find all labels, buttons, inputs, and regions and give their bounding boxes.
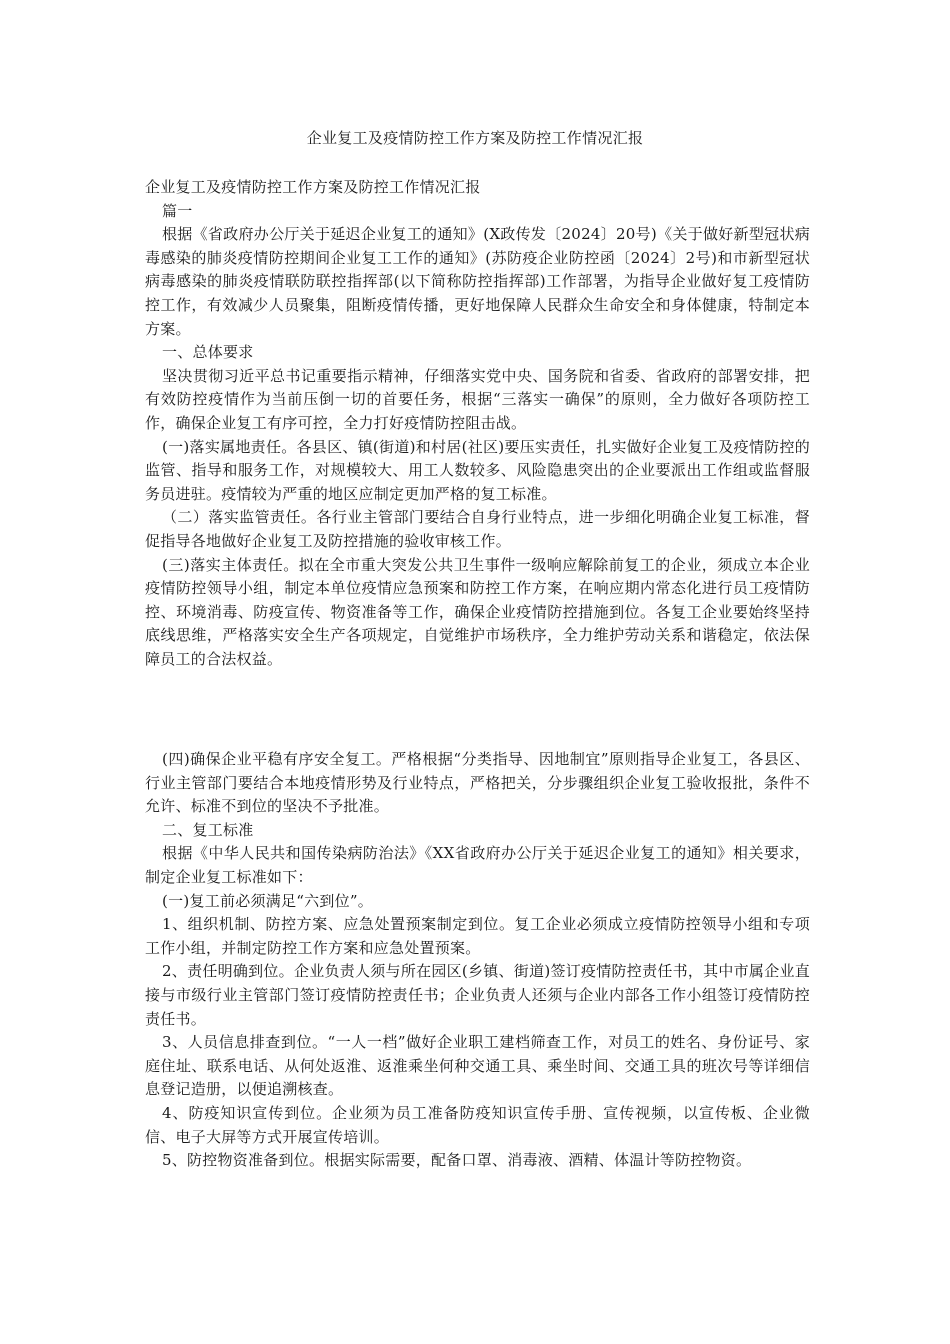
body-section-2 xyxy=(145,748,810,1173)
list-item-1: 1、组织机制、防控方案、应急处置预案制定到位。复工企业必须成立疫情防控领导小组和专项工作小组，并制定防控工作方案和应急处置预案。 xyxy=(145,915,810,957)
heading-general-requirements: 一、总体要求 xyxy=(162,343,254,362)
heading-resumption-standards: 二、复工标准 xyxy=(162,820,254,839)
paragraph-standards-basis: 根据《中华人民共和国传染病防治法》《XX省政府办公厅关于延迟企业复工的通知》相关要求，制定企业复工标准如下： xyxy=(145,844,810,886)
list-item-5: 5、防控物资准备到位。根据实际需要，配备口罩、消毒液、酒精、体温计等防控物资。 xyxy=(162,1151,752,1170)
list-item-4: 4、防疫知识宣传到位。企业须为员工准备防疫知识宣传手册、宣传视频，以宣传板、企业微信、电子大屏等方式开展宣传培训。 xyxy=(145,1103,810,1146)
document-title: 企业复工及疫情防控工作方案及防控工作情况汇报 xyxy=(306,129,644,147)
paragraph-orderly-resumption: (四)确保企业平稳有序安全复工。严格根据“分类指导、因地制宜”原则指导企业复工，各县区、行业主管部门要结合本地疫情形势及行业特点，严格把关，分步骤组织企业复工验收报批，条件不允许、标准不到位的坚决不予批准。 xyxy=(145,750,810,816)
list-item-2: 2、责任明确到位。企业负责人须与所在园区(乡镇、街道)签订疫情防控责任书，其中市属企业直接与市级行业主管部门签订疫情防控责任书；企业负责人还须与企业内部各工作小组签订疫情防控责任书。 xyxy=(145,962,810,1028)
paragraph-territorial-responsibility: (一)落实属地责任。各县区、镇(街道)和村居(社区)要压实责任，扎实做好企业复工及疫情防控的监管、指导和服务工作，对规模较大、用工人数较多、风险隐患突出的企业要派出工作组或监督服务员进驻。疫情较为严重的地区应制定更加严格的复工标准。 xyxy=(145,437,810,503)
paragraph-main-responsibility: (三)落实主体责任。拟在全市重大突发公共卫生事件一级响应解除前复工的企业，须成立本企业疫情防控领导小组，制定本单位疫情应急预案和防控工作方案，在响应期内常态化进行员工疫情防控、环境消毒、防疫宣传、物资准备等工作，确保企业疫情防控措施到位。各复工企业要始终坚持底线思维，严格落实安全生产各项规定，自觉维护市场秩序，全力维护劳动关系和谐稳定，依法保障员工的合法权益。 xyxy=(145,555,810,668)
list-item-3: 3、人员信息排查到位。“一人一档”做好企业职工建档筛查工作，对员工的姓名、身份证号、家庭住址、联系电话、从何处返淮、返淮乘坐何种交通工具、乘坐时间、交通工具的班次号等详细信息登记造册，以便追溯核查。 xyxy=(145,1033,810,1099)
paragraph-intro: 根据《省政府办公厅关于延迟企业复工的通知》(X政传发〔2024〕20号)《关于做好新型冠状病毒感染的肺炎疫情防控期间企业复工工作的通知》(苏防疫企业防控函〔2024〕2号)和市新型冠状病毒感染的肺炎疫情联防联控指挥部(以下简称防控指挥部)工作部署，为指导企业做好复工疫情防控工作，有效减少人员聚集，阻断疫情传播，更好地保障人民群众生命安全和身体健康，特制定本方案。 xyxy=(145,225,810,338)
paragraph-general-requirements: 坚决贯彻习近平总书记重要指示精神，仔细落实党中央、国务院和省委、省政府的部署安排，把有效防控疫情作为当前压倒一切的首要任务，根据“三落实一确保”的原则，全力做好各项防控工作，确保企业复工有序可控，全力打好疫情防控阻击战。 xyxy=(145,366,810,432)
paragraph-supervision-responsibility: （二）落实监管责任。各行业主管部门要结合自身行业特点，进一步细化明确企业复工标准，督促指导各地做好企业复工及防控措施的验收审核工作。 xyxy=(145,508,810,550)
paragraph-six-in-place: (一)复工前必须满足“六到位”。 xyxy=(162,891,374,910)
paragraph-subtitle: 企业复工及疫情防控工作方案及防控工作情况汇报 xyxy=(145,178,481,196)
body-section-1 xyxy=(145,176,810,671)
paragraph-part-label: 篇一 xyxy=(162,201,193,220)
